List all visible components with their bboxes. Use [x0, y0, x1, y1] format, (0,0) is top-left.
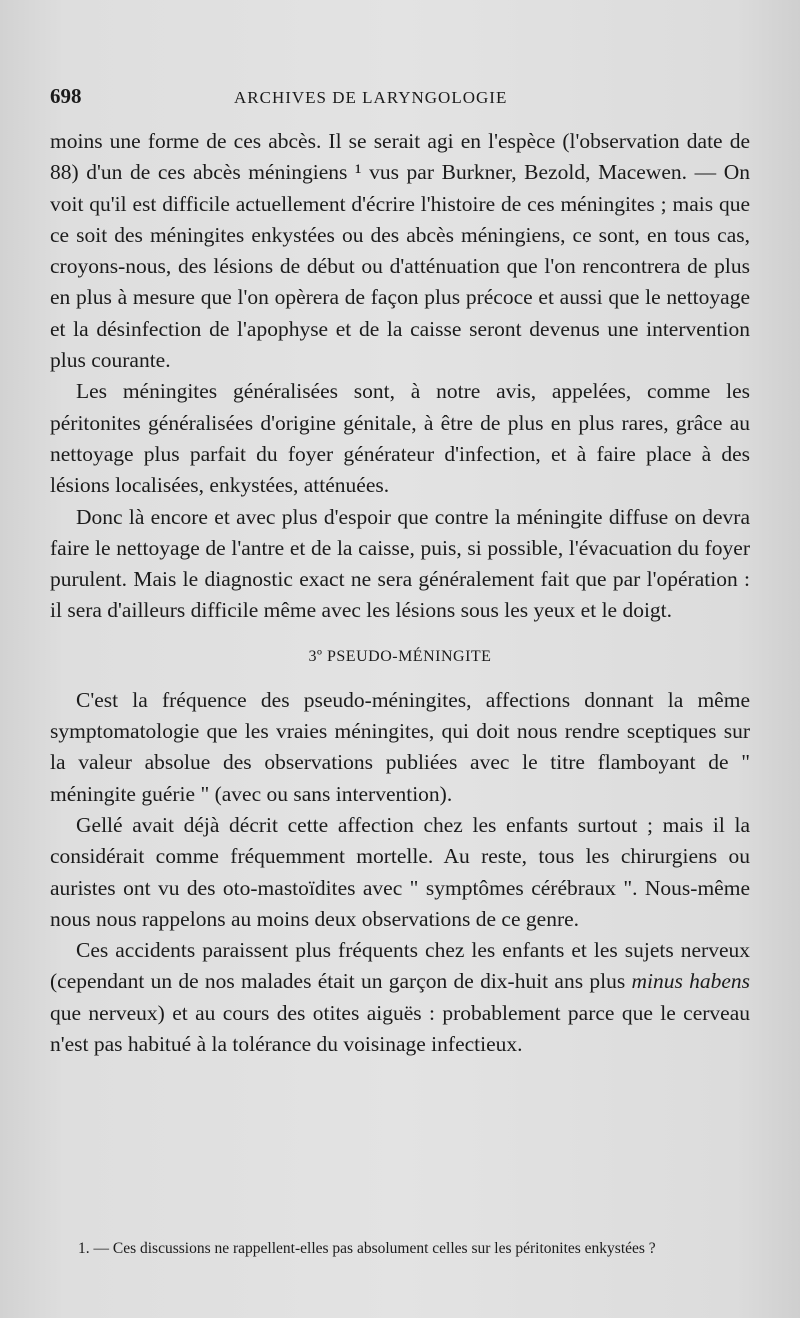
paragraph-gelle: Gellé avait déjà décrit cette affection chez les enfants surtout ; mais il la considérait comme fréquemment mortelle. Au reste, tous les chirurgiens ou auristes ont vu des oto-mastoïdites avec " symptômes cérébraux ". Nous-même nous nous rappelons au moins deux observations de ce genre. — [50, 812, 750, 931]
running-title: ARCHIVES DE LARYNGOLOGIE — [234, 88, 508, 107]
footnote — [52, 1238, 750, 1259]
section-heading: 3º PSEUDO-MÉNINGITE — [308, 647, 492, 665]
paragraph-accidents — [50, 935, 750, 1060]
page-number: 698 — [50, 84, 82, 108]
body-text — [50, 126, 750, 1060]
footnote-text: 1. — Ces discussions ne rappellent-elles pas absolument celles sur les péritonites enkystées ? — [78, 1240, 656, 1257]
paragraph-abces-meningiens: moins une forme de ces abcès. Il se serait agi en l'espèce (l'observation date de 88) d'un de ces abcès méningiens ¹ vus par Burkner, Bezold, Macewen. — On voit qu'il est difficile actuellement d'écrire l'histoire de ces méningites ; mais que ce soit des méningites enkystées ou des abcès méningiens, ce sont, en tous cas, croyons-nous, des lésions de début ou d'atténuation que l'on rencontrera de plus en plus à mesure que l'on opèrera de façon plus précoce et aussi que le nettoyage et la désinfection de l'apophyse et de la caisse seront devenus une intervention plus courante. — [50, 129, 750, 373]
paragraph-accidents-start: Ces accidents paraissent plus fréquents chez les enfants et les sujets nerveux (cependant un de nos malades était un garçon de dix-huit ans plus — [50, 938, 750, 994]
italic-minus-habens: minus habens — [631, 969, 750, 994]
paragraph-pseudo-meningites: C'est la fréquence des pseudo-méningites, affections donnant la même symptomatologie que les vraies méningites, qui doit nous rendre sceptiques sur la valeur absolue des observations publiées avec le titre flamboyant de " méningite guérie " (avec ou sans intervention). — [50, 687, 750, 806]
paragraph-meningites-generalisees: Les méningites généralisées sont, à notre avis, appelées, comme les péritonites généralisées d'origine génitale, à être de plus en plus rares, grâce au nettoyage plus parfait du foyer générateur d'infection, et à faire place à des lésions localisées, enkystées, atténuées. — [50, 379, 750, 498]
page-header — [50, 84, 750, 110]
paragraph-nettoyage-antre: Donc là encore et avec plus d'espoir que contre la méningite diffuse on devra faire le nettoyage de l'antre et de la caisse, puis, si possible, l'évacuation du foyer purulent. Mais le diagnostic exact ne sera généralement fait que par l'opération : il sera d'ailleurs difficile même avec les lésions sous les yeux et le doigt. — [50, 504, 750, 623]
paragraph-accidents-end: que nerveux) et au cours des otites aiguës : probablement parce que le cerveau n'est pas habitué à la tolérance du voisinage infectieux. — [50, 1000, 750, 1057]
